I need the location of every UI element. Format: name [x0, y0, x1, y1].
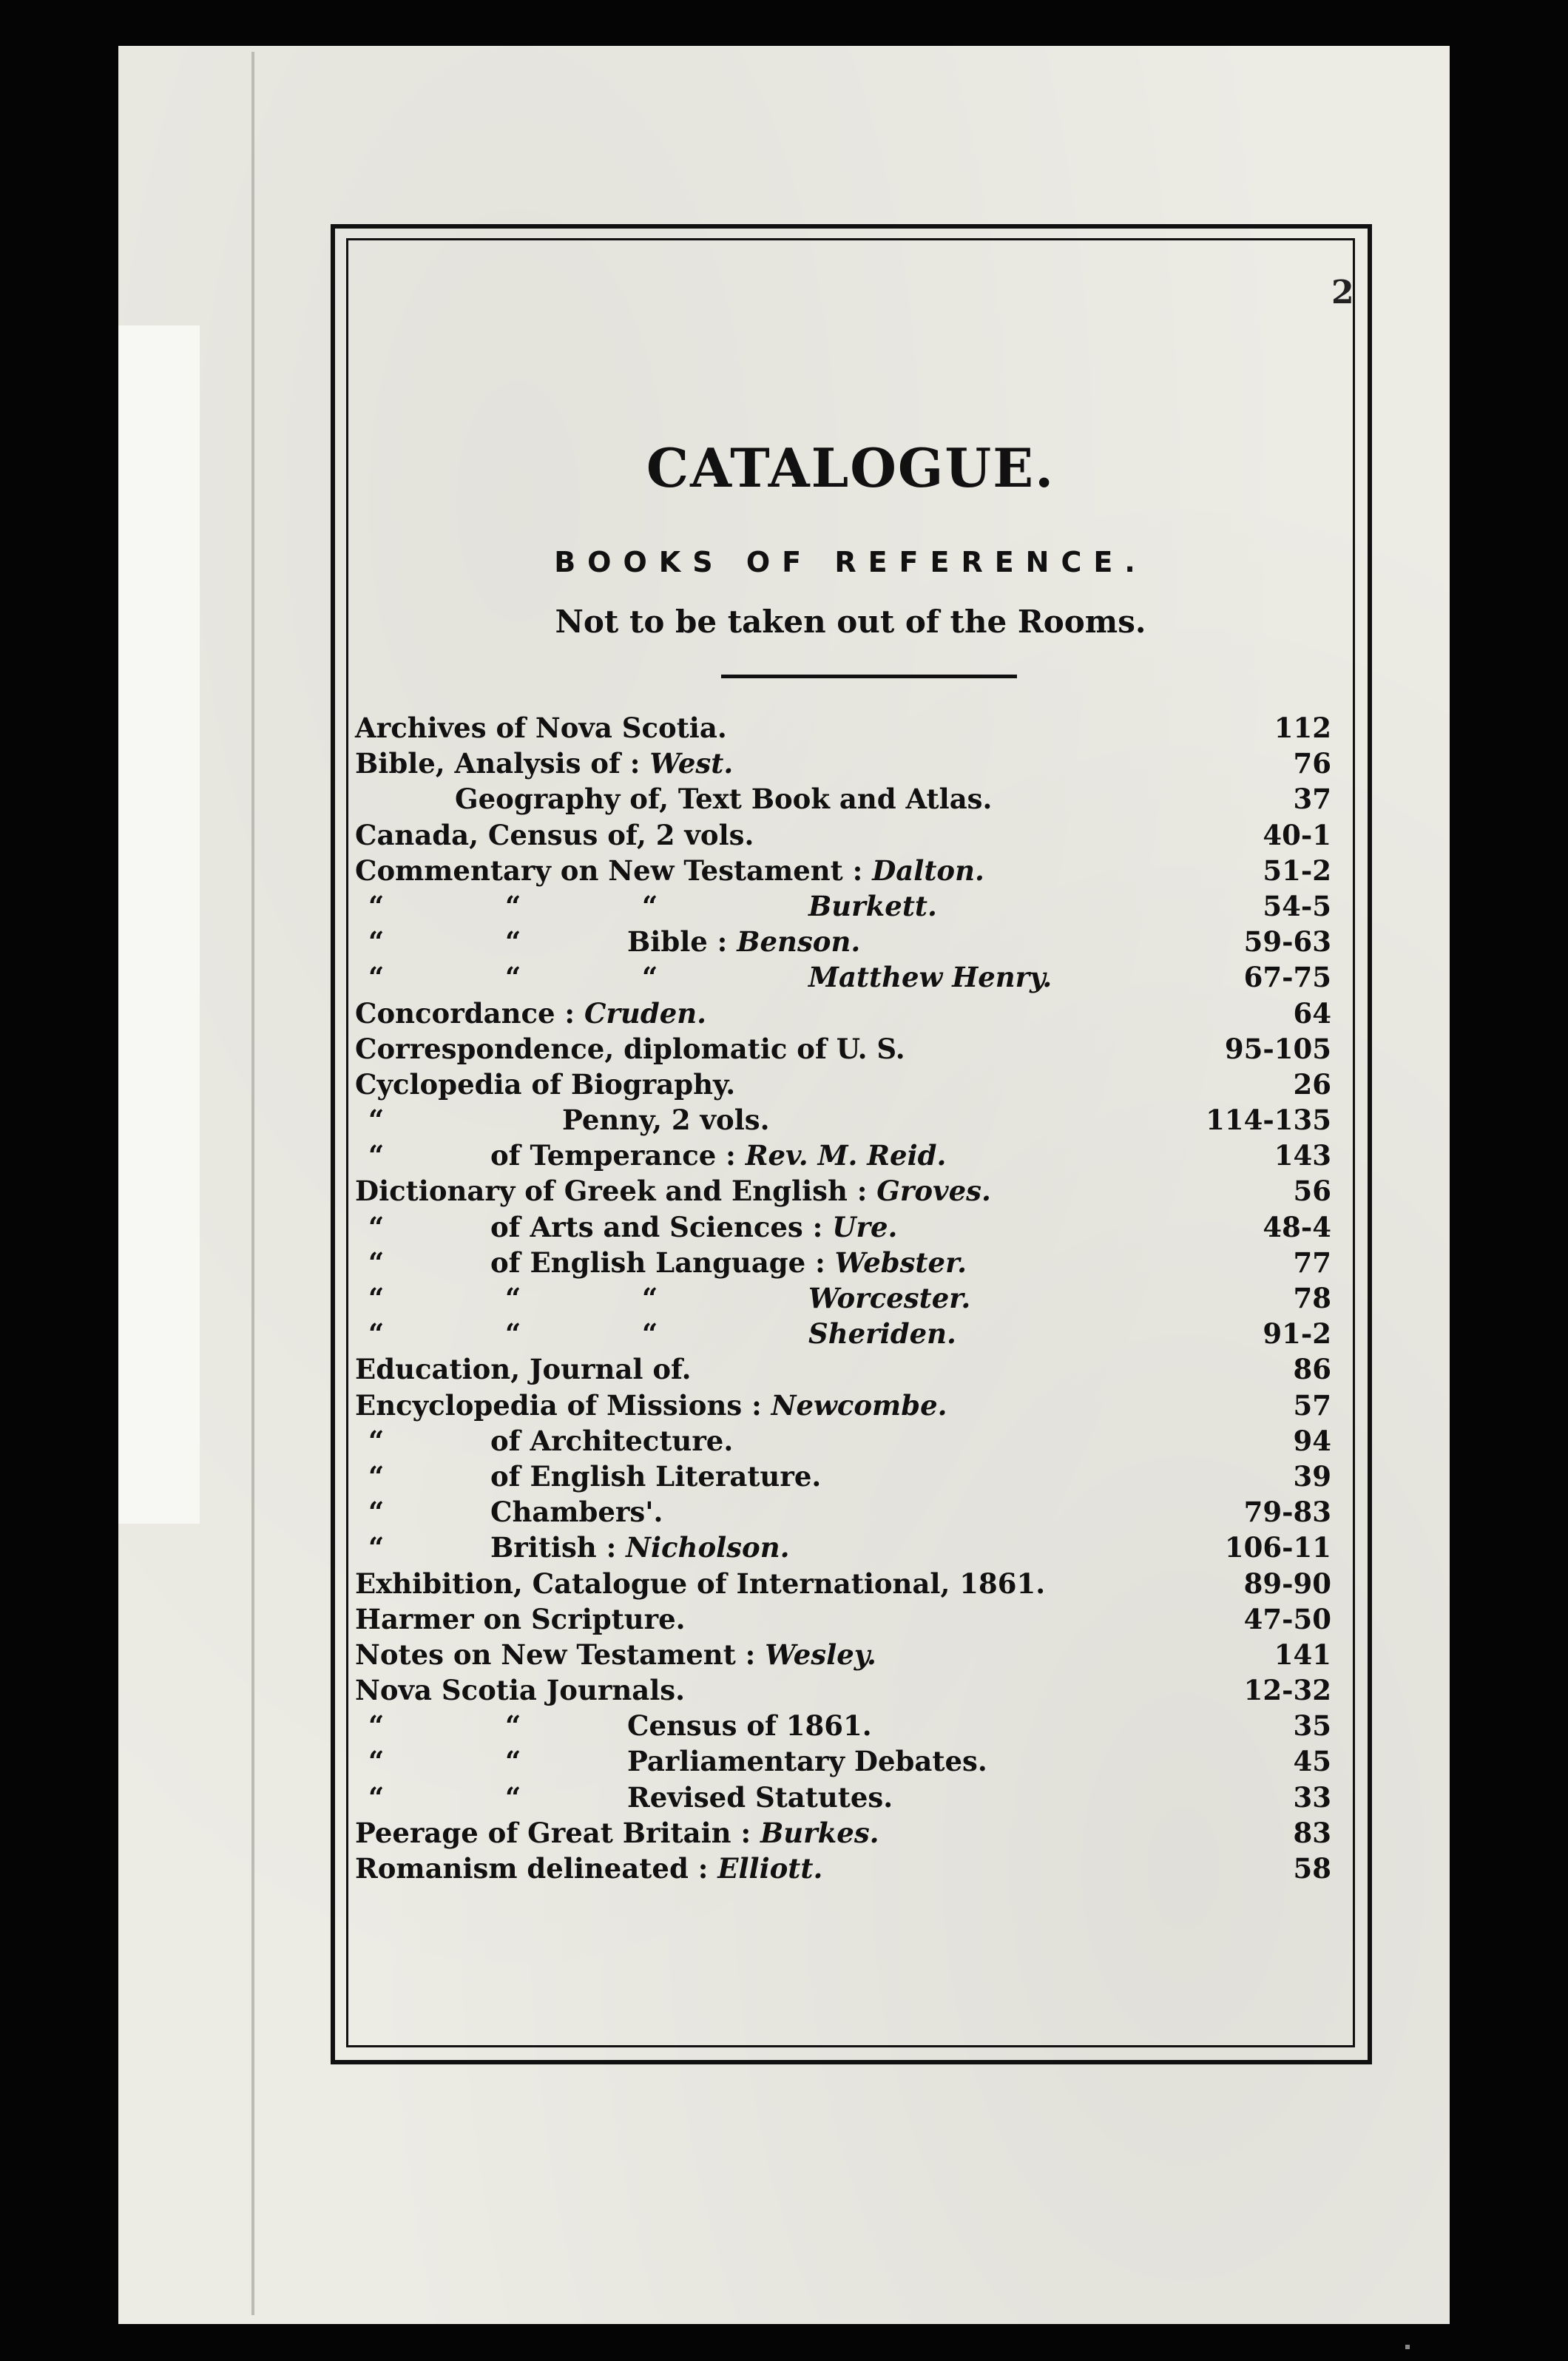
entry-text: Commentary on New Testament :: [355, 854, 863, 887]
entry-author: West.: [649, 747, 734, 780]
entry-ref-number: 67-75: [1243, 961, 1331, 994]
entry-author: Matthew Henry.: [808, 961, 1052, 994]
catalogue-entry: [355, 1601, 1331, 1637]
entry-text: Nova Scotia Journals.: [355, 1674, 686, 1707]
entry-ref-number: 91-2: [1263, 1317, 1331, 1351]
entry-title: [808, 1280, 970, 1316]
entry-text: Education, Journal of.: [355, 1353, 692, 1386]
entry-text: of English Language :: [490, 1246, 825, 1279]
catalogue-entry: [355, 1672, 1331, 1708]
ditto-mark: “: [505, 1745, 521, 1778]
ditto-mark: “: [368, 1139, 385, 1172]
catalogue-entry: [355, 1459, 1331, 1494]
entry-ref-number: 33: [1293, 1780, 1331, 1814]
entry-ref-number: 77: [1293, 1246, 1331, 1279]
entry-ref-number: 143: [1274, 1139, 1331, 1172]
entry-ref-number: 56: [1293, 1175, 1331, 1208]
entry-title: [355, 1173, 991, 1209]
entry-title: [490, 1459, 821, 1494]
catalogue-entry: [355, 1102, 1331, 1138]
entry-author: Dalton.: [872, 854, 984, 887]
entry-title: [355, 817, 754, 853]
ditto-mark: “: [642, 1317, 658, 1351]
entry-title: [808, 1316, 956, 1351]
entry-ref-number: 40-1: [1263, 818, 1331, 851]
entry-ref-number: 59-63: [1243, 925, 1331, 959]
entry-ref-number: 78: [1293, 1282, 1331, 1314]
ditto-mark: “: [368, 1317, 385, 1351]
entry-ref-number: 114-135: [1206, 1104, 1331, 1137]
entry-ref-number: 94: [1293, 1424, 1331, 1457]
ditto-mark: “: [368, 1424, 385, 1457]
fold-line: [251, 52, 254, 2315]
entry-ref-number: 112: [1274, 712, 1331, 744]
entry-ref-number: 12-32: [1243, 1674, 1331, 1707]
ditto-mark: “: [368, 889, 385, 922]
catalogue-entry: [355, 996, 1331, 1031]
page-number: 2: [1331, 274, 1354, 311]
entry-ref-number: 83: [1293, 1816, 1331, 1849]
entry-title: [355, 853, 984, 888]
entry-text: Penny, 2 vols.: [562, 1104, 770, 1137]
catalogue-entry: [355, 1851, 1331, 1886]
entry-title: [627, 1780, 893, 1815]
entry-ref-number: 54-5: [1263, 889, 1331, 922]
entry-text: of English Literature.: [490, 1459, 822, 1493]
catalogue-entry: [355, 1743, 1331, 1779]
entry-title: [355, 746, 733, 781]
entry-text: Dictionary of Greek and English :: [355, 1175, 868, 1208]
entry-author: Wesley.: [765, 1638, 876, 1671]
catalogue-entry: [355, 1530, 1331, 1565]
ditto-mark: “: [368, 1282, 385, 1314]
ditto-mark: “: [505, 1317, 521, 1351]
entry-ref-number: 64: [1293, 996, 1331, 1030]
entry-ref-number: 79-83: [1243, 1496, 1331, 1529]
entry-text: British :: [490, 1531, 617, 1564]
ditto-mark: “: [642, 1282, 658, 1314]
entry-title: [355, 1566, 1045, 1601]
catalogue-entry: [355, 1815, 1331, 1851]
entry-ref-number: 37: [1293, 783, 1331, 816]
entry-ref-number: 26: [1293, 1067, 1331, 1101]
entry-author: Groves.: [876, 1175, 991, 1208]
entry-text: of Architecture.: [490, 1424, 734, 1457]
entry-text: Peerage of Great Britain :: [355, 1816, 751, 1849]
entry-title: [490, 1209, 897, 1245]
catalogue-entry: [355, 1316, 1331, 1351]
usage-note: Not to be taken out of the Rooms.: [555, 604, 1146, 640]
entry-ref-number: 45: [1293, 1745, 1331, 1778]
entry-text: Cyclopedia of Biography.: [355, 1067, 736, 1101]
entry-text: Bible :: [627, 925, 728, 959]
catalogue-entry: [355, 1351, 1331, 1387]
entry-text: Exhibition, Catalogue of International, 1861.: [355, 1567, 1046, 1600]
entry-ref-number: 86: [1293, 1353, 1331, 1386]
entry-text: Geography of, Text Book and Atlas.: [455, 783, 993, 816]
entry-title: [490, 1530, 789, 1565]
catalogue-entry: [355, 1031, 1331, 1067]
entry-text: Harmer on Scripture.: [355, 1602, 686, 1635]
ditto-mark: “: [505, 961, 521, 994]
entry-ref-number: 106-11: [1224, 1531, 1331, 1564]
entry-text: Encyclopedia of Missions :: [355, 1388, 762, 1422]
entry-ref-number: 95-105: [1224, 1032, 1331, 1065]
ditto-mark: “: [505, 1709, 521, 1743]
entry-title: [627, 924, 860, 959]
entry-title: [355, 1031, 905, 1067]
scan-speck: [1405, 2345, 1410, 2349]
entry-text: of Temperance :: [490, 1139, 736, 1172]
ditto-mark: “: [505, 889, 521, 922]
entry-title: [355, 1851, 822, 1886]
catalogue-entry: [355, 1423, 1331, 1459]
entry-ref-number: 48-4: [1263, 1210, 1331, 1243]
entry-author: Webster.: [834, 1246, 967, 1279]
entry-text: Bible, Analysis of :: [355, 747, 641, 780]
entry-title: [355, 1637, 876, 1672]
catalogue-entry: [355, 1173, 1331, 1209]
ditto-mark: “: [642, 889, 658, 922]
entry-author: Burkett.: [808, 889, 937, 922]
catalogue-entry: [355, 1067, 1331, 1102]
catalogue-entry: [355, 781, 1331, 817]
catalogue-entry: [355, 1280, 1331, 1316]
catalogue-entry: [355, 853, 1331, 888]
ditto-mark: “: [505, 1780, 521, 1814]
entry-ref-number: 57: [1293, 1388, 1331, 1422]
entry-author: Rev. M. Reid.: [745, 1139, 947, 1172]
entry-author: Benson.: [737, 925, 861, 959]
entry-author: Sheriden.: [808, 1317, 956, 1351]
entry-text: of Arts and Sciences :: [490, 1210, 823, 1243]
entry-author: Burkes.: [760, 1816, 879, 1849]
entry-text: Romanism delineated :: [355, 1852, 709, 1885]
catalogue-entry: [355, 1637, 1331, 1672]
entry-text: Notes on New Testament :: [355, 1638, 756, 1671]
entry-title: [355, 1388, 947, 1423]
divider-rule: [721, 675, 1017, 678]
entry-title: [490, 1245, 967, 1280]
entry-ref-number: 35: [1293, 1709, 1331, 1743]
entry-author: Ure.: [832, 1210, 898, 1243]
entry-ref-number: 51-2: [1263, 854, 1331, 887]
entry-text: Revised Statutes.: [627, 1780, 893, 1814]
entry-ref-number: 39: [1293, 1459, 1331, 1493]
entry-title: [355, 1351, 692, 1387]
entry-author: Elliott.: [717, 1852, 823, 1885]
ditto-mark: “: [368, 961, 385, 994]
entry-author: Cruden.: [584, 996, 707, 1030]
catalogue-entry: [355, 817, 1331, 853]
page-title: CATALOGUE.: [646, 436, 1055, 499]
catalogue-entry: [355, 710, 1331, 746]
entry-ref-number: 141: [1274, 1638, 1331, 1671]
ditto-mark: “: [368, 925, 385, 959]
entry-text: Correspondence, diplomatic of U. S.: [355, 1032, 905, 1065]
paper-strip: [118, 325, 200, 1524]
catalogue-entry: [355, 959, 1331, 995]
entry-text: Concordance :: [355, 996, 575, 1030]
ditto-mark: “: [505, 1282, 521, 1314]
catalogue-entry: [355, 1388, 1331, 1423]
entry-text: Parliamentary Debates.: [627, 1745, 987, 1778]
catalogue-entry: [355, 924, 1331, 959]
ditto-mark: “: [368, 1745, 385, 1778]
entry-title: [455, 781, 992, 817]
section-heading: BOOKS OF REFERENCE.: [554, 546, 1147, 578]
entry-title: [355, 710, 727, 746]
entry-title: [355, 1815, 879, 1851]
entry-text: Canada, Census of, 2 vols.: [355, 818, 754, 851]
entry-title: [355, 996, 706, 1031]
ditto-mark: “: [368, 1246, 385, 1279]
entry-title: [355, 1067, 735, 1102]
entry-title: [808, 959, 1052, 995]
ditto-mark: “: [368, 1104, 385, 1137]
entry-ref-number: 58: [1293, 1852, 1331, 1885]
entry-author: Worcester.: [808, 1282, 971, 1314]
ditto-mark: “: [368, 1210, 385, 1243]
catalogue-list: [355, 710, 1331, 1886]
entry-title: [562, 1102, 769, 1138]
catalogue-entry: [355, 1209, 1331, 1245]
ditto-mark: “: [368, 1459, 385, 1493]
entry-title: [627, 1708, 872, 1743]
catalogue-entry: [355, 1245, 1331, 1280]
catalogue-entry: [355, 1138, 1331, 1173]
entry-title: [490, 1494, 663, 1530]
ditto-mark: “: [505, 925, 521, 959]
entry-text: Archives of Nova Scotia.: [355, 712, 727, 744]
catalogue-entry: [355, 888, 1331, 924]
entry-title: [490, 1138, 946, 1173]
ditto-mark: “: [368, 1709, 385, 1743]
catalogue-entry: [355, 1494, 1331, 1530]
catalogue-entry: [355, 1708, 1331, 1743]
ditto-mark: “: [642, 961, 658, 994]
entry-author: Nicholson.: [626, 1531, 790, 1564]
catalogue-entry: [355, 1780, 1331, 1815]
entry-text: Chambers'.: [490, 1496, 663, 1529]
entry-title: [490, 1423, 733, 1459]
ditto-mark: “: [368, 1780, 385, 1814]
entry-title: [355, 1672, 685, 1708]
entry-title: [808, 888, 937, 924]
entry-ref-number: 89-90: [1243, 1567, 1331, 1600]
entry-ref-number: 76: [1293, 747, 1331, 780]
entry-author: Newcombe.: [771, 1388, 947, 1422]
catalogue-entry: [355, 746, 1331, 781]
ditto-mark: “: [368, 1531, 385, 1564]
entry-ref-number: 47-50: [1243, 1602, 1331, 1635]
entry-text: Census of 1861.: [627, 1709, 872, 1743]
entry-title: [355, 1601, 686, 1637]
catalogue-entry: [355, 1566, 1331, 1601]
entry-title: [627, 1743, 987, 1779]
ditto-mark: “: [368, 1496, 385, 1529]
